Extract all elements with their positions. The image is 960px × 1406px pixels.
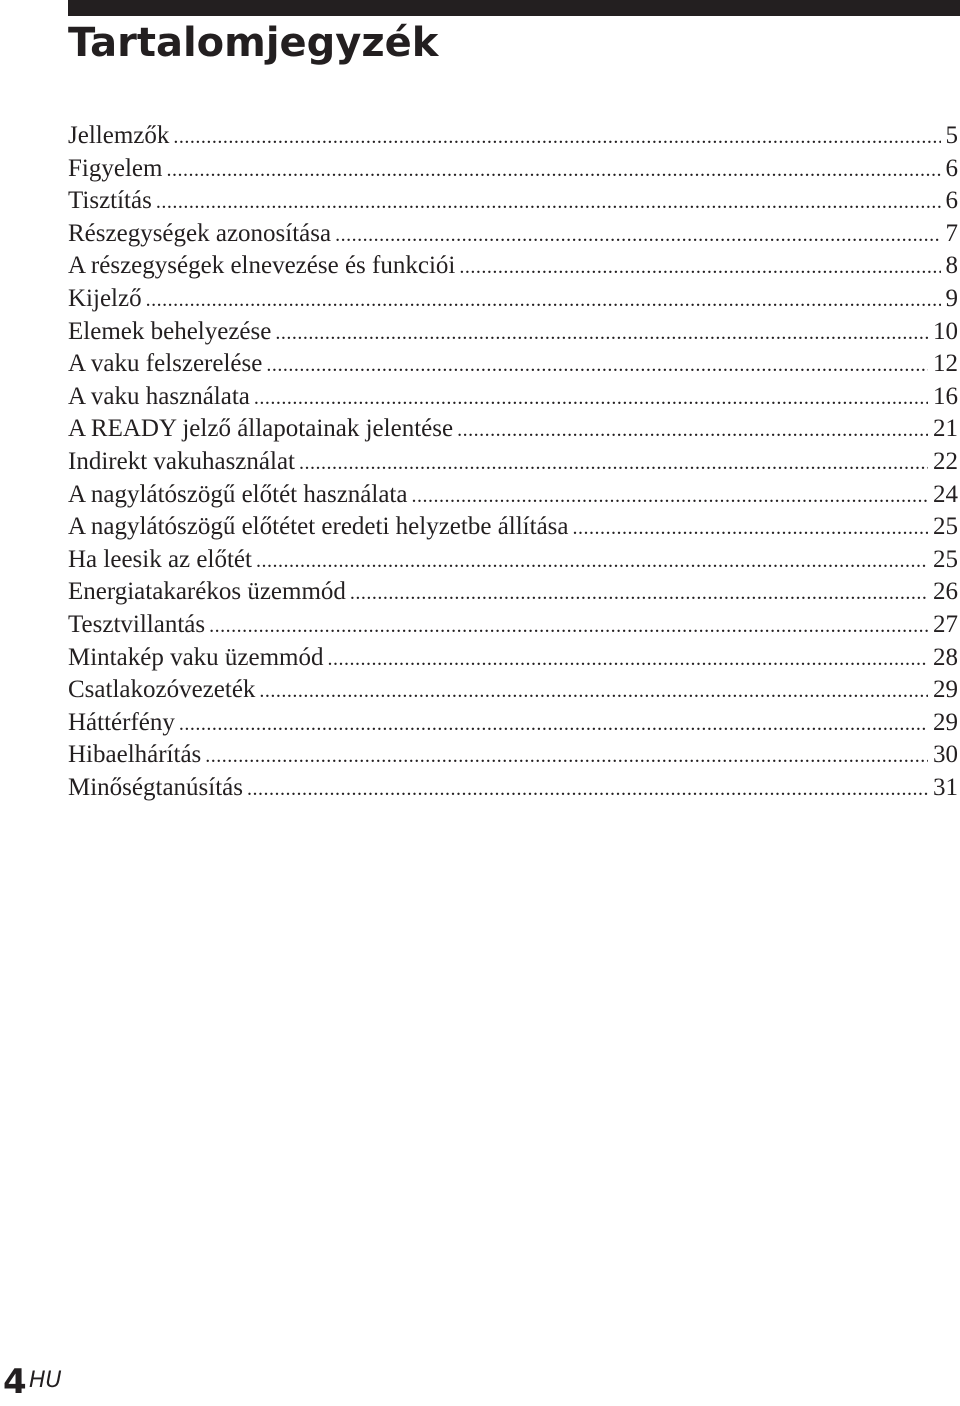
toc-dot-leader — [166, 154, 940, 186]
toc-entry-page: 6 — [945, 154, 958, 182]
toc-entry-label: Minőségtanúsítás — [68, 773, 243, 801]
toc-entry-page: 29 — [933, 676, 958, 704]
toc-entry[interactable] — [68, 348, 958, 381]
toc-entry[interactable] — [68, 413, 958, 446]
toc-dot-leader — [299, 447, 928, 479]
page-number: 4 — [3, 1362, 27, 1402]
toc-entry-label: Indirekt vakuhasználat — [68, 447, 295, 475]
toc-entry[interactable] — [68, 609, 958, 642]
toc-entry-page: 27 — [933, 610, 958, 638]
toc-dot-leader — [179, 708, 928, 740]
page-title: Tartalomjegyzék — [68, 20, 439, 66]
toc-dot-leader — [411, 480, 928, 512]
toc-entry-page: 16 — [933, 382, 958, 410]
toc-entry-label: Elemek behelyezése — [68, 317, 272, 345]
toc-entry-label: Hibaelhárítás — [68, 741, 202, 769]
toc-entry-page: 25 — [933, 513, 958, 541]
toc-entry-page: 28 — [933, 643, 958, 671]
toc-dot-leader — [205, 740, 928, 772]
toc-dot-leader — [335, 219, 940, 251]
toc-entry-label: Ha leesik az előtét — [68, 545, 252, 573]
toc-dot-leader — [457, 414, 928, 446]
toc-entry-label: A részegységek elnevezése és funkciói — [68, 252, 456, 280]
toc-entry-page: 5 — [945, 122, 958, 149]
toc-dot-leader — [328, 643, 929, 675]
toc-dot-leader — [146, 284, 941, 316]
toc-dot-leader — [209, 610, 928, 642]
toc-entry-label: Tesztvillantás — [68, 610, 206, 638]
toc-entry-label: Kijelző — [68, 284, 142, 312]
toc-entry-label: Energiatakarékos üzemmód — [68, 578, 346, 606]
toc-entry[interactable] — [68, 218, 958, 251]
toc-entry-label: Mintakép vaku üzemmód — [68, 643, 324, 671]
toc-entry-page: 8 — [945, 252, 958, 280]
toc-entry-page: 26 — [933, 578, 958, 606]
toc-entry-label: A vaku felszerelése — [68, 350, 263, 378]
toc-entry[interactable] — [68, 772, 958, 805]
toc-entry[interactable] — [68, 120, 958, 153]
toc-dot-leader — [156, 186, 941, 218]
toc-entry[interactable] — [68, 674, 958, 707]
toc-entry-label: Háttérfény — [68, 708, 175, 736]
toc-dot-leader — [256, 545, 928, 577]
toc-entry-label: Figyelem — [68, 154, 163, 182]
toc-entry-label: Tisztítás — [68, 187, 152, 215]
toc-entry-label: Csatlakozóvezeték — [68, 676, 256, 704]
toc-entry-label: A nagylátószögű előtétet eredeti helyzetbe állítása — [68, 513, 569, 541]
toc-entry[interactable] — [68, 479, 958, 512]
toc-entry-label: A nagylátószögű előtét használata — [68, 480, 408, 508]
toc-dot-leader — [259, 675, 928, 707]
toc-entry[interactable] — [68, 153, 958, 186]
toc-entry-page: 12 — [933, 350, 958, 378]
toc-dot-leader — [254, 382, 928, 414]
toc-entry-page: 7 — [945, 219, 958, 247]
page-language-code: HU — [29, 1368, 62, 1393]
toc-entry-page: 29 — [933, 708, 958, 736]
header-rule — [68, 0, 960, 16]
toc-entry[interactable] — [68, 511, 958, 544]
toc-entry-page: 30 — [933, 741, 958, 769]
toc-entry[interactable] — [68, 739, 958, 772]
toc-entry-page: 31 — [933, 773, 958, 801]
toc-entry[interactable] — [68, 381, 958, 414]
toc-dot-leader — [275, 317, 928, 349]
toc-entry-page: 21 — [933, 415, 958, 443]
toc-entry[interactable] — [68, 576, 958, 609]
toc-entry[interactable] — [68, 283, 958, 316]
table-of-contents — [68, 120, 958, 804]
toc-dot-leader — [459, 251, 940, 283]
toc-entry[interactable] — [68, 544, 958, 577]
toc-entry-page: 9 — [945, 284, 958, 312]
toc-entry-page: 10 — [933, 317, 958, 345]
toc-entry-page: 6 — [945, 187, 958, 215]
toc-entry-label: A vaku használata — [68, 382, 250, 410]
toc-entry[interactable] — [68, 446, 958, 479]
toc-entry-page: 24 — [933, 480, 958, 508]
toc-entry-label: Jellemzők — [68, 122, 170, 149]
toc-entry-page: 22 — [933, 447, 958, 475]
toc-entry[interactable] — [68, 707, 958, 740]
toc-entry[interactable] — [68, 250, 958, 283]
toc-dot-leader — [173, 121, 940, 153]
toc-entry-label: Részegységek azonosítása — [68, 219, 332, 247]
toc-dot-leader — [573, 512, 929, 544]
toc-dot-leader — [266, 349, 928, 381]
toc-entry[interactable] — [68, 185, 958, 218]
toc-entry[interactable] — [68, 642, 958, 675]
toc-entry[interactable] — [68, 316, 958, 349]
toc-dot-leader — [350, 577, 928, 609]
toc-entry-page: 25 — [933, 545, 958, 573]
toc-dot-leader — [247, 773, 928, 805]
toc-entry-label: A READY jelző állapotainak jelentése — [68, 415, 454, 443]
